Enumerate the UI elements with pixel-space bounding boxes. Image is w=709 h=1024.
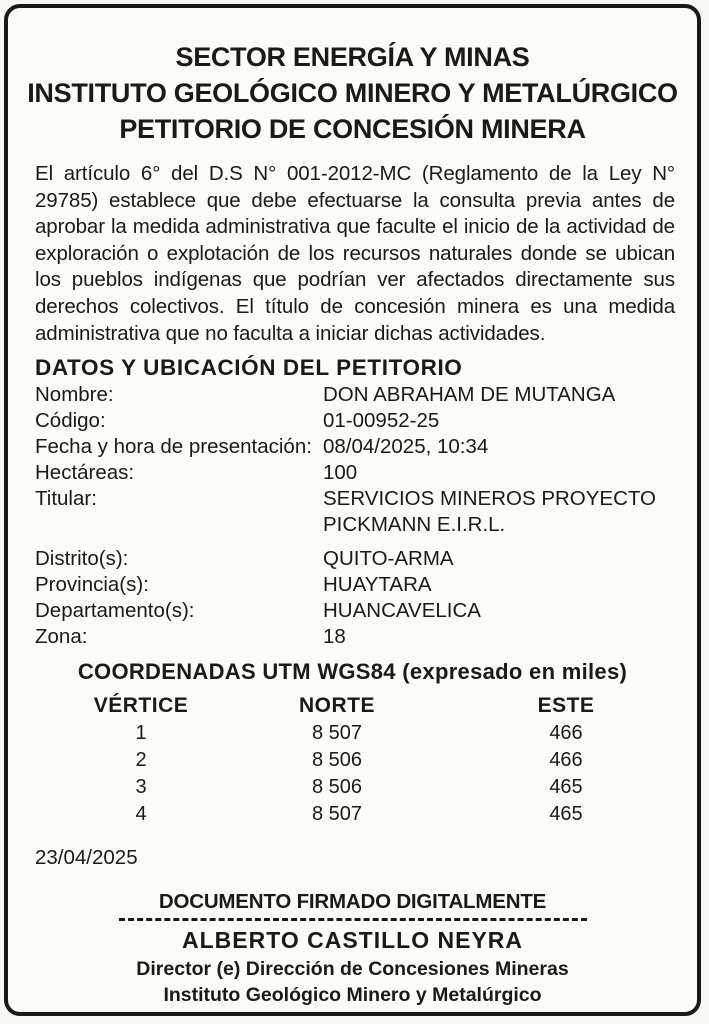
signature-divider	[119, 918, 587, 921]
norte-cell: 8 506	[311, 776, 363, 799]
norte-cell: 8 507	[311, 722, 363, 745]
column-header-vertice: VÉRTICE	[93, 694, 189, 718]
signer-name: ALBERTO CASTILLO NEYRA	[181, 927, 524, 954]
vertice-cell: 1	[135, 722, 147, 745]
field-value: 01-00952-25	[323, 409, 440, 433]
este-cell: 466	[549, 749, 583, 772]
field-row-provincia	[35, 572, 697, 598]
field-value: DON ABRAHAM DE MUTANGA	[323, 383, 616, 407]
column-header-norte: NORTE	[299, 694, 375, 718]
petition-data	[35, 382, 697, 650]
coordinates-table	[58, 692, 682, 828]
publication-date: 23/04/2025	[35, 846, 138, 870]
field-value: 18	[323, 625, 346, 649]
column-header-este: ESTE	[537, 694, 595, 718]
signer-title: Director (e) Dirección de Concesiones Mineras	[136, 958, 569, 981]
field-value-line2: PICKMANN E.I.R.L.	[323, 513, 506, 537]
field-row-nombre	[35, 382, 697, 408]
header-sector: SECTOR ENERGÍA Y MINAS	[175, 42, 530, 72]
vertice-cell: 3	[135, 776, 147, 799]
field-row-distrito	[35, 546, 697, 572]
field-label: Zona:	[35, 625, 88, 649]
field-label: Distrito(s):	[35, 547, 129, 571]
field-row-hectareas	[35, 460, 697, 486]
field-label: Departamento(s):	[35, 599, 195, 623]
field-row-fecha	[35, 434, 697, 460]
intro-paragraph: El artículo 6° del D.S N° 001-2012-MC (Reglamento de la Ley N° 29785) establece que debe efectuarse la consulta previa antes de aprobar la medida administrativa que faculte el inicio de la actividad de exploración o explotación de los recursos naturales donde se ubican los pueblos indígenas que podrían ver afectados directamente sus derechos colectivos. El título de concesión minera es una medida administrativa que no faculta a iniciar dichas actividades.	[35, 162, 675, 345]
field-label: Fecha y hora de presentación:	[35, 435, 312, 459]
table-row	[58, 747, 682, 774]
table-header-row	[58, 692, 682, 720]
document-header	[8, 39, 697, 147]
header-petition: PETITORIO DE CONCESIÓN MINERA	[119, 114, 586, 144]
field-value: 100	[323, 461, 358, 485]
vertice-cell: 2	[135, 749, 147, 772]
field-label: Provincia(s):	[35, 573, 149, 597]
field-label: Titular:	[35, 487, 97, 511]
vertice-cell: 4	[135, 803, 147, 826]
field-value	[323, 486, 697, 538]
field-value-line1: SERVICIOS MINEROS PROYECTO	[323, 487, 657, 511]
signed-notice: DOCUMENTO FIRMADO DIGITALMENTE	[158, 890, 547, 914]
este-cell: 465	[549, 803, 583, 826]
field-value: HUAYTARA	[323, 573, 432, 597]
field-label: Código:	[35, 409, 106, 433]
norte-cell: 8 507	[311, 803, 363, 826]
header-institute: INSTITUTO GEOLÓGICO MINERO Y METALÚRGICO	[27, 78, 678, 108]
este-cell: 465	[549, 776, 583, 799]
field-row-titular	[35, 486, 697, 538]
signer-institution: Instituto Geológico Minero y Metalúrgico	[163, 984, 542, 1007]
table-row	[58, 720, 682, 747]
field-row-codigo	[35, 408, 697, 434]
field-label: Hectáreas:	[35, 461, 135, 485]
field-row-zona	[35, 624, 697, 650]
field-label: Nombre:	[35, 383, 114, 407]
section-title: DATOS Y UBICACIÓN DEL PETITORIO	[35, 355, 463, 381]
field-value: 08/04/2025, 10:34	[323, 435, 489, 459]
coordinates-title: COORDENADAS UTM WGS84 (expresado en miles)	[77, 659, 628, 685]
notice-frame	[4, 4, 701, 1016]
norte-cell: 8 506	[311, 749, 363, 772]
signer-role	[8, 956, 697, 1008]
este-cell: 466	[549, 722, 583, 745]
field-value: QUITO-ARMA	[323, 547, 454, 571]
table-row	[58, 774, 682, 801]
field-row-departamento	[35, 598, 697, 624]
table-row	[58, 801, 682, 828]
field-value: HUANCAVELICA	[323, 599, 481, 623]
